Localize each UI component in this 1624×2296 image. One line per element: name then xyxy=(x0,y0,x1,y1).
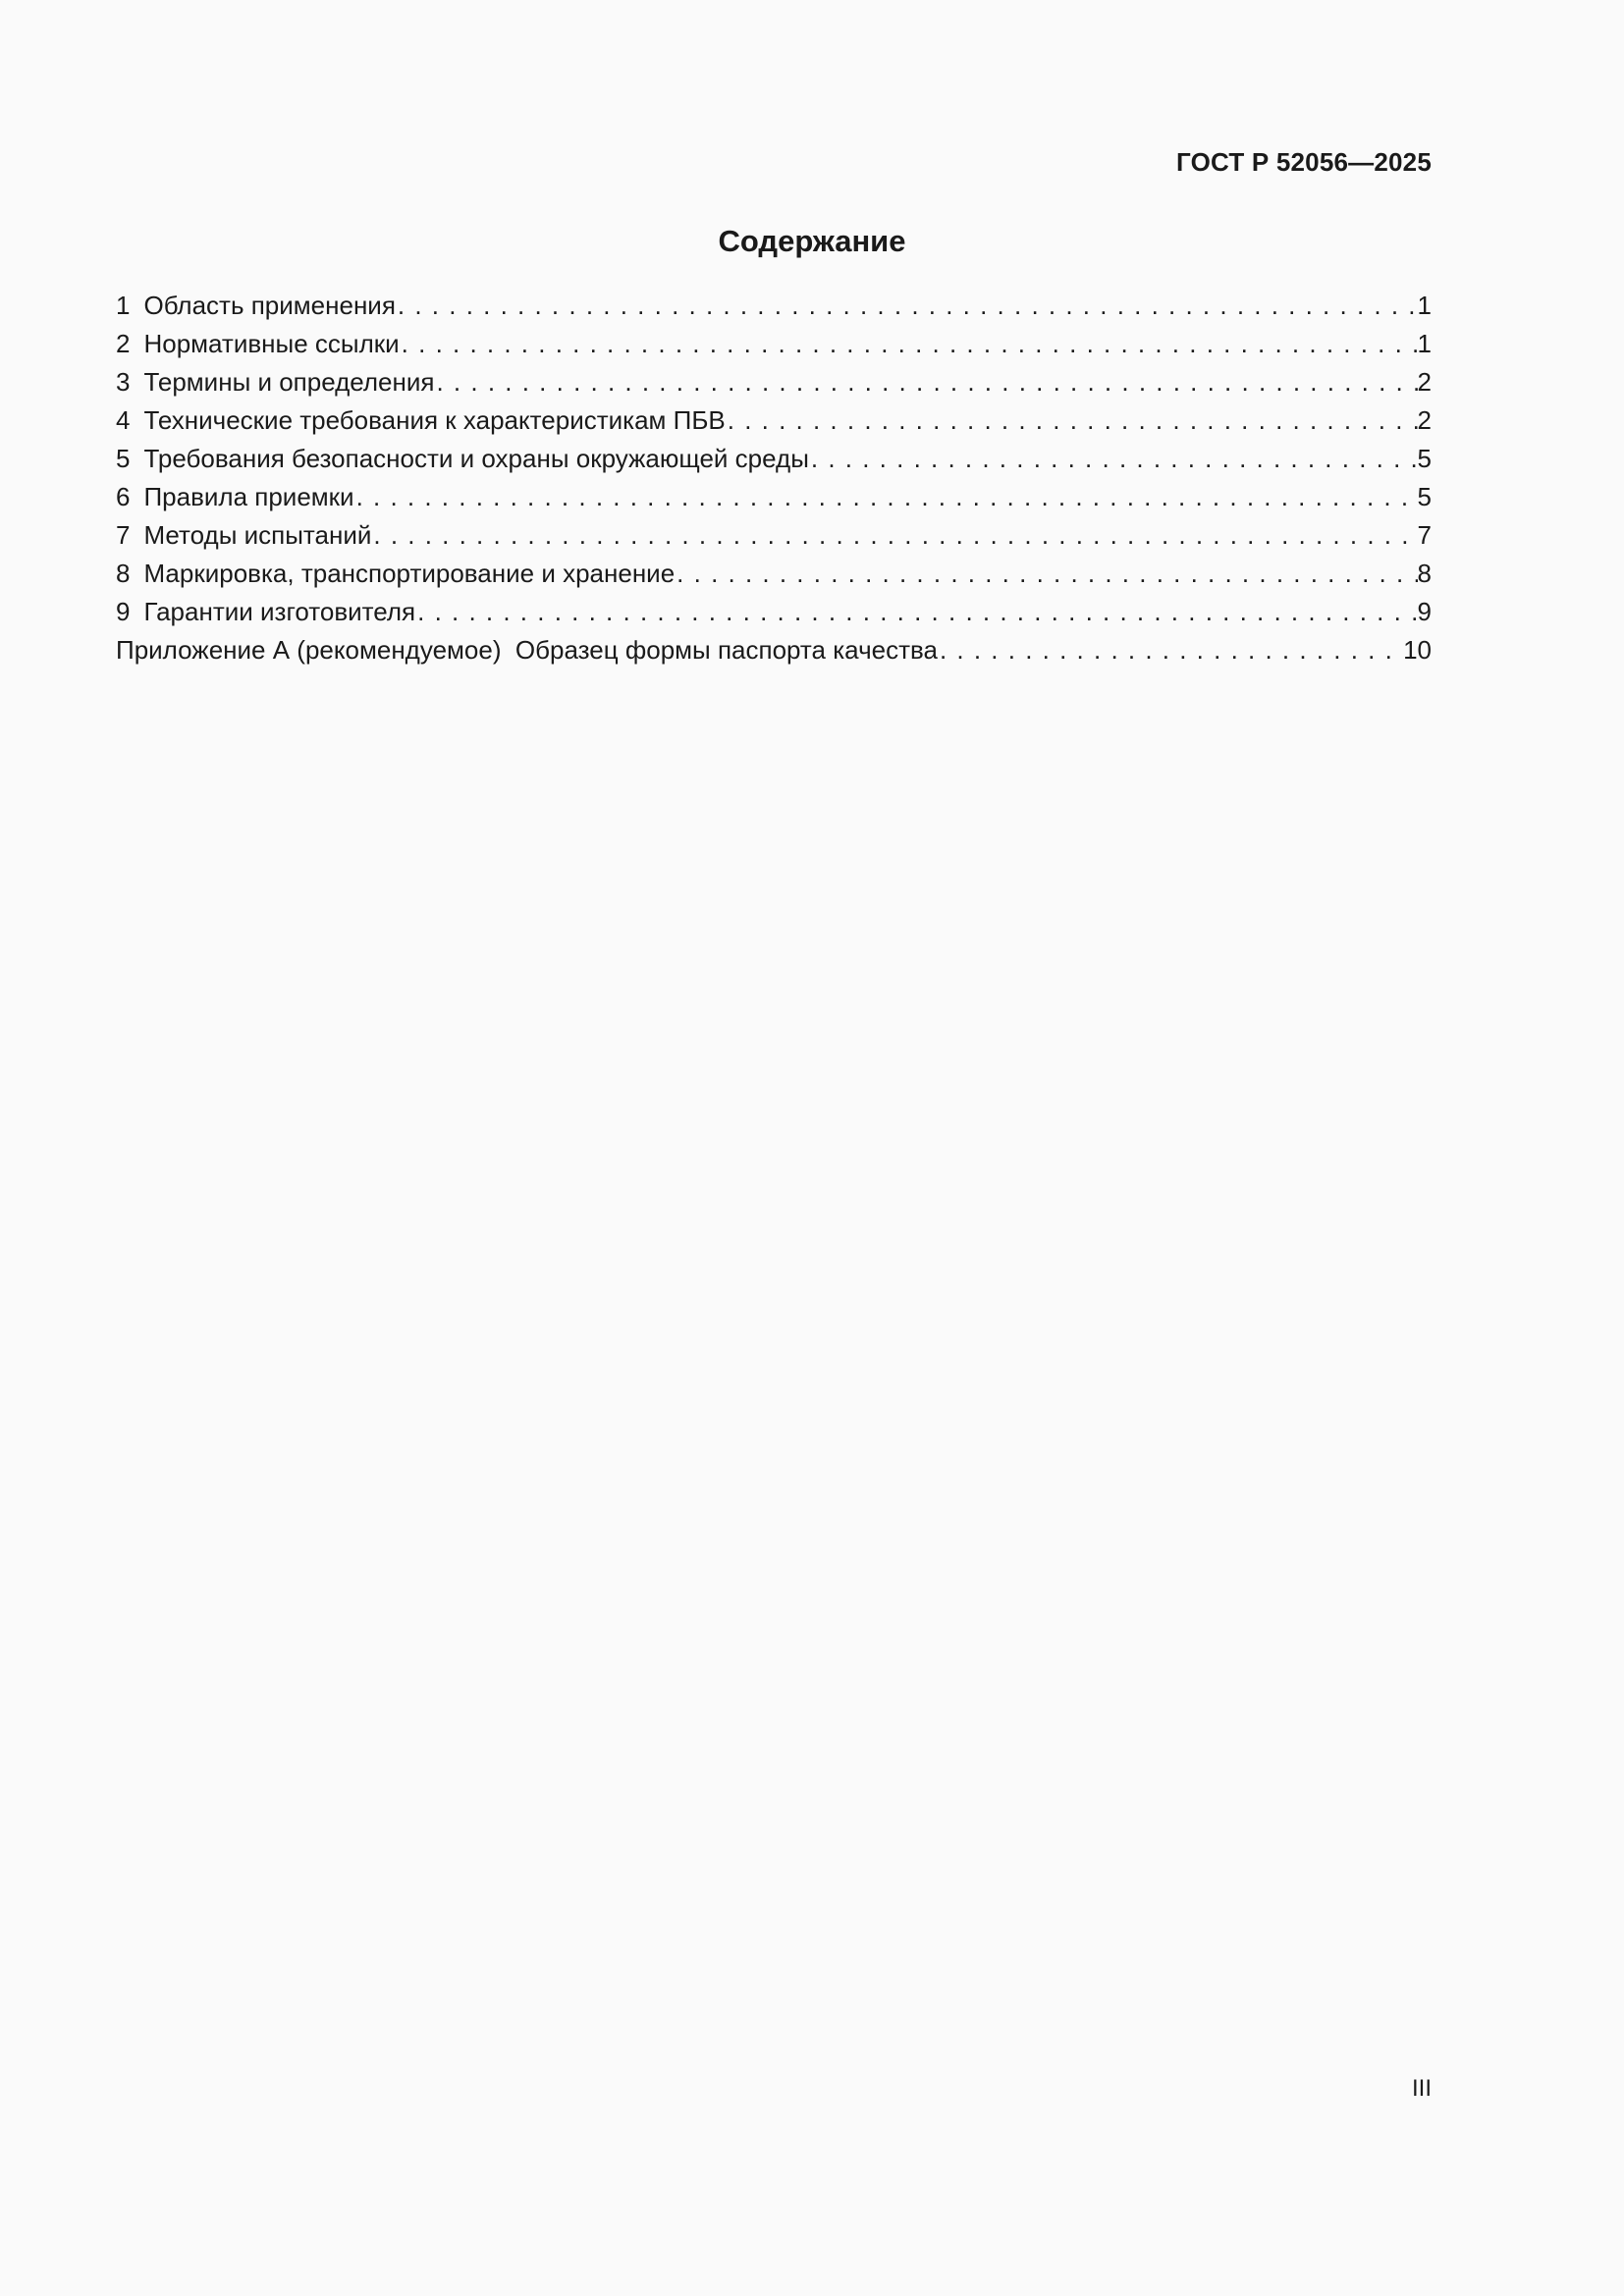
table-of-contents xyxy=(116,287,1432,669)
toc-entry[interactable] xyxy=(116,440,1432,478)
toc-leader-dots xyxy=(371,516,1417,555)
toc-title: Содержание xyxy=(718,224,906,258)
toc-entry-page: 8 xyxy=(1417,559,1432,588)
toc-entry-title: Приложение А (рекомендуемое) Образец формы паспорта качества xyxy=(116,635,938,665)
toc-entry-number: 5 xyxy=(116,444,131,473)
toc-entry-number: 7 xyxy=(116,520,131,550)
toc-entry-title: Правила приемки xyxy=(143,482,354,511)
toc-entry[interactable] xyxy=(116,555,1432,593)
toc-entry[interactable] xyxy=(116,593,1432,631)
toc-entry[interactable] xyxy=(116,516,1432,555)
toc-entry-page: 2 xyxy=(1417,367,1432,397)
toc-entry-page: 1 xyxy=(1417,291,1432,320)
page-number: III xyxy=(1411,2075,1432,2102)
toc-entry-number: 8 xyxy=(116,559,131,588)
toc-entry-number: 6 xyxy=(116,482,131,511)
toc-entry[interactable] xyxy=(116,401,1432,440)
toc-entry-title: Нормативные ссылки xyxy=(143,329,400,358)
toc-entry[interactable] xyxy=(116,325,1432,363)
toc-entry-number: 4 xyxy=(116,405,131,435)
toc-leader-dots xyxy=(400,325,1418,363)
toc-leader-dots xyxy=(434,363,1417,401)
toc-entry-title: Область применения xyxy=(143,291,396,320)
toc-entry-title: Технические требования к характеристикам ПБВ xyxy=(143,405,726,435)
toc-entry-title: Методы испытаний xyxy=(143,520,372,550)
toc-entry-title: Требования безопасности и охраны окружающей среды xyxy=(143,444,809,473)
toc-entry-number: 1 xyxy=(116,291,131,320)
toc-entry-title: Гарантии изготовителя xyxy=(143,597,416,626)
toc-leader-dots xyxy=(396,287,1418,325)
toc-entry-page: 5 xyxy=(1417,444,1432,473)
toc-entry-number: 3 xyxy=(116,367,131,397)
toc-entry-page: 5 xyxy=(1417,482,1432,511)
toc-entry-number: 9 xyxy=(116,597,131,626)
toc-entry[interactable] xyxy=(116,478,1432,516)
toc-entry[interactable] xyxy=(116,363,1432,401)
toc-leader-dots xyxy=(809,440,1418,478)
toc-leader-dots xyxy=(354,478,1418,516)
toc-entry-number: 2 xyxy=(116,329,131,358)
document-code: ГОСТ Р 52056—2025 xyxy=(1176,147,1432,177)
toc-entry-title: Термины и определения xyxy=(143,367,435,397)
toc-entry-appendix[interactable] xyxy=(116,631,1432,669)
toc-leader-dots xyxy=(415,593,1417,631)
toc-entry-page: 10 xyxy=(1403,635,1432,665)
toc-entry[interactable] xyxy=(116,287,1432,325)
toc-entry-title: Маркировка, транспортирование и хранение xyxy=(143,559,676,588)
toc-entry-page: 2 xyxy=(1417,405,1432,435)
toc-leader-dots xyxy=(675,555,1417,593)
toc-entry-page: 1 xyxy=(1417,329,1432,358)
toc-entry-page: 7 xyxy=(1417,520,1432,550)
toc-entry-page: 9 xyxy=(1417,597,1432,626)
toc-leader-dots xyxy=(726,401,1418,440)
toc-leader-dots xyxy=(938,631,1403,669)
